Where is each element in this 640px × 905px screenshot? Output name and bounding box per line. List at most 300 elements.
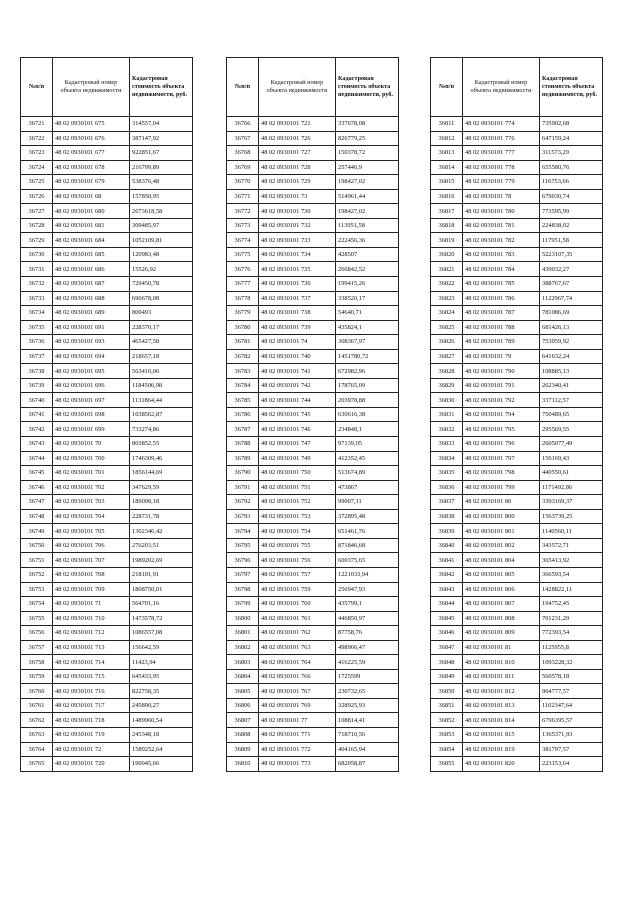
cadastral-cost: 645433,95	[130, 669, 193, 684]
cadastral-number: 48 02 0930101 739	[259, 320, 336, 335]
cadastral-cost: 1856144,69	[130, 466, 193, 481]
row-number: 36849	[431, 669, 463, 684]
cadastral-number: 48 02 0930101 78	[463, 189, 540, 204]
table-row	[227, 437, 399, 452]
row-number: 36764	[21, 742, 53, 757]
cadastral-cost: 1473578,72	[130, 611, 193, 626]
cadastral-cost: 564701,16	[130, 597, 193, 612]
row-number: 36734	[21, 306, 53, 321]
table-row	[21, 320, 193, 335]
row-number: 36736	[21, 335, 53, 350]
row-number: 36821	[431, 262, 463, 277]
table-row	[227, 422, 399, 437]
cadastral-cost: 156642,59	[130, 640, 193, 655]
row-number: 36853	[431, 727, 463, 742]
cadastral-cost: 439032,27	[540, 262, 603, 277]
cadastral-number: 48 02 0930101 71	[53, 597, 130, 612]
table-row	[431, 160, 603, 175]
cadastral-number: 48 02 0930101 819	[463, 742, 540, 757]
cadastral-number: 48 02 0930101 769	[259, 698, 336, 713]
table-row	[21, 524, 193, 539]
row-number: 36790	[227, 466, 259, 481]
cadastral-number: 48 02 0930101 784	[463, 262, 540, 277]
cadastral-cost: 1102347,64	[540, 698, 603, 713]
table-row	[227, 306, 399, 321]
row-number: 36836	[431, 480, 463, 495]
cadastral-cost: 87758,76	[336, 626, 399, 641]
cadastral-number: 48 02 0930101 709	[53, 582, 130, 597]
row-number: 36784	[227, 378, 259, 393]
table-row	[21, 509, 193, 524]
cadastral-number: 48 02 0930101 788	[463, 320, 540, 335]
row-number: 36739	[21, 378, 53, 393]
header-cadastral-number: Кадастровый номер объекта недвижимости	[463, 58, 540, 117]
row-number: 36735	[21, 320, 53, 335]
cadastral-number: 48 02 0930101 798	[463, 466, 540, 481]
row-number: 36796	[227, 553, 259, 568]
table-row	[21, 204, 193, 219]
table-row	[21, 553, 193, 568]
row-number: 36808	[227, 727, 259, 742]
cadastral-cost: 381797,57	[540, 742, 603, 757]
cadastral-table-1	[20, 57, 193, 772]
row-number: 36811	[431, 117, 463, 132]
cadastral-number: 48 02 0930101 695	[53, 364, 130, 379]
row-number: 36783	[227, 364, 259, 379]
row-number: 36841	[431, 553, 463, 568]
cadastral-cost: 800493	[130, 306, 193, 321]
row-number: 36825	[431, 320, 463, 335]
row-number: 36755	[21, 611, 53, 626]
cadastral-number: 48 02 0930101 698	[53, 407, 130, 422]
cadastral-number: 48 02 0930101 790	[463, 364, 540, 379]
cadastral-cost: 696678,08	[130, 291, 193, 306]
table-row	[227, 597, 399, 612]
cadastral-cost: 2673618,58	[130, 204, 193, 219]
cadastral-number: 48 02 0930101 750	[259, 466, 336, 481]
row-number: 36844	[431, 597, 463, 612]
table-row	[21, 466, 193, 481]
cadastral-number: 48 02 0930101 691	[53, 320, 130, 335]
row-number: 36806	[227, 698, 259, 713]
row-number: 36791	[227, 480, 259, 495]
cadastral-cost: 672982,96	[336, 364, 399, 379]
cadastral-cost: 6796395,57	[540, 713, 603, 728]
table-row	[431, 611, 603, 626]
cadastral-number: 48 02 0930101 766	[259, 669, 336, 684]
row-number: 36824	[431, 306, 463, 321]
cadastral-cost: 1038562,87	[130, 407, 193, 422]
table-row	[431, 349, 603, 364]
cadastral-number: 48 02 0930101 787	[463, 306, 540, 321]
table-row	[21, 262, 193, 277]
cadastral-cost: 276203,51	[130, 538, 193, 553]
cadastral-number: 48 02 0930101 697	[53, 393, 130, 408]
row-number: 36751	[21, 553, 53, 568]
header-number: №п/п	[431, 58, 463, 117]
table-row	[431, 422, 603, 437]
cadastral-number: 48 02 0930101 738	[259, 306, 336, 321]
table-row	[431, 320, 603, 335]
cadastral-number: 48 02 0930101 684	[53, 233, 130, 248]
cadastral-cost: 117951,58	[540, 233, 603, 248]
cadastral-cost: 1122967,74	[540, 291, 603, 306]
cadastral-cost: 372895,48	[336, 509, 399, 524]
cadastral-number: 48 02 0930101 703	[53, 495, 130, 510]
cadastral-cost: 337112,57	[540, 393, 603, 408]
row-number: 36752	[21, 567, 53, 582]
cadastral-number: 48 02 0930101 794	[463, 407, 540, 422]
table-row	[431, 378, 603, 393]
row-number: 36835	[431, 466, 463, 481]
cadastral-number: 48 02 0930101 760	[259, 597, 336, 612]
cadastral-number: 48 02 0930101 696	[53, 378, 130, 393]
cadastral-number: 48 02 0930101 771	[259, 727, 336, 742]
cadastral-cost: 718710,56	[336, 727, 399, 742]
cadastral-cost: 1221033,94	[336, 567, 399, 582]
cadastral-number: 48 02 0930101 715	[53, 669, 130, 684]
cadastral-number: 48 02 0930101 746	[259, 422, 336, 437]
table-row	[227, 742, 399, 757]
table-row	[21, 757, 193, 772]
row-number: 36743	[21, 437, 53, 452]
cadastral-cost: 295569,55	[540, 422, 603, 437]
row-number: 36838	[431, 509, 463, 524]
table-row	[431, 131, 603, 146]
table-row	[431, 626, 603, 641]
table-row	[431, 567, 603, 582]
table-row	[431, 495, 603, 510]
cadastral-cost: 641632,24	[540, 349, 603, 364]
table-row	[21, 437, 193, 452]
row-number: 36726	[21, 189, 53, 204]
table-body	[227, 117, 399, 772]
table-row	[21, 684, 193, 699]
table-row	[21, 160, 193, 175]
cadastral-cost: 328925,93	[336, 698, 399, 713]
cadastral-cost: 560578,18	[540, 669, 603, 684]
row-number: 36851	[431, 698, 463, 713]
table-row	[227, 407, 399, 422]
cadastral-cost: 113951,58	[336, 218, 399, 233]
table-row	[21, 393, 193, 408]
row-number: 36761	[21, 698, 53, 713]
table-row	[431, 291, 603, 306]
cadastral-number: 48 02 0930101 779	[463, 175, 540, 190]
cadastral-cost: 150378,72	[336, 146, 399, 161]
table-row	[21, 218, 193, 233]
row-number: 36842	[431, 567, 463, 582]
table-row	[21, 669, 193, 684]
row-number: 36823	[431, 291, 463, 306]
table-row	[21, 597, 193, 612]
row-number: 36753	[21, 582, 53, 597]
cadastral-cost: 733274,86	[130, 422, 193, 437]
cadastral-cost: 1184506,98	[130, 378, 193, 393]
cadastral-cost: 1451780,72	[336, 349, 399, 364]
cadastral-number: 48 02 0930101 797	[463, 451, 540, 466]
table-row	[431, 204, 603, 219]
cadastral-number: 48 02 0930101 705	[53, 524, 130, 539]
cadastral-cost: 54640,71	[336, 306, 399, 321]
cadastral-number: 48 02 0930101 806	[463, 582, 540, 597]
cadastral-cost: 473867	[336, 480, 399, 495]
table-row	[227, 451, 399, 466]
cadastral-number: 48 02 0930101 753	[259, 509, 336, 524]
cadastral-cost: 435799,1	[336, 597, 399, 612]
cadastral-cost: 116753,66	[540, 175, 603, 190]
row-number: 36830	[431, 393, 463, 408]
table-row	[431, 538, 603, 553]
cadastral-number: 48 02 0930101 712	[53, 626, 130, 641]
table-row	[431, 146, 603, 161]
cadastral-cost: 108814,41	[336, 713, 399, 728]
row-number: 36818	[431, 218, 463, 233]
table-row	[21, 727, 193, 742]
row-number: 36774	[227, 233, 259, 248]
row-number: 36754	[21, 597, 53, 612]
row-number: 36801	[227, 626, 259, 641]
table-row	[21, 175, 193, 190]
table-row	[21, 640, 193, 655]
cadastral-number: 48 02 0930101 718	[53, 713, 130, 728]
cadastral-number: 48 02 0930101 728	[259, 160, 336, 175]
row-number: 36762	[21, 713, 53, 728]
table-body	[431, 117, 603, 772]
row-number: 36788	[227, 437, 259, 452]
cadastral-number: 48 02 0930101 782	[463, 233, 540, 248]
cadastral-number: 48 02 0930101 752	[259, 495, 336, 510]
row-number: 36852	[431, 713, 463, 728]
table-row	[431, 364, 603, 379]
cadastral-number: 48 02 0930101 774	[463, 117, 540, 132]
cadastral-cost: 234848,1	[336, 422, 399, 437]
cadastral-cost: 1302346,42	[130, 524, 193, 539]
cadastral-cost: 538376,48	[130, 175, 193, 190]
cadastral-number: 48 02 0930101 686	[53, 262, 130, 277]
cadastral-cost: 309485,97	[130, 218, 193, 233]
row-number: 36807	[227, 713, 259, 728]
cadastral-cost: 311573,29	[540, 146, 603, 161]
cadastral-number: 48 02 0930101 786	[463, 291, 540, 306]
cadastral-number: 48 02 0930101 767	[259, 684, 336, 699]
row-number: 36728	[21, 218, 53, 233]
cadastral-number: 48 02 0930101 799	[463, 480, 540, 495]
cadastral-cost: 822758,35	[130, 684, 193, 699]
table-row	[227, 582, 399, 597]
cadastral-cost: 498966,47	[336, 640, 399, 655]
table-row	[227, 713, 399, 728]
cadastral-number: 48 02 0930101 807	[463, 597, 540, 612]
header-cadastral-cost: Кадастровая стоимость объекта недвижимости, руб.	[540, 58, 603, 117]
cadastral-cost: 964777,57	[540, 684, 603, 699]
row-number: 36777	[227, 277, 259, 292]
cadastral-cost: 218657,18	[130, 349, 193, 364]
cadastral-number: 48 02 0930101 685	[53, 247, 130, 262]
cadastral-cost: 681426,13	[540, 320, 603, 335]
cadastral-cost: 1140560,11	[540, 524, 603, 539]
row-number: 36787	[227, 422, 259, 437]
row-number: 36840	[431, 538, 463, 553]
table-row	[431, 175, 603, 190]
row-number: 36822	[431, 277, 463, 292]
cadastral-cost: 753059,92	[540, 335, 603, 350]
row-number: 36819	[431, 233, 463, 248]
cadastral-cost: 245890,27	[130, 698, 193, 713]
row-number: 36815	[431, 175, 463, 190]
cadastral-number: 48 02 0930101 721	[259, 117, 336, 132]
cadastral-cost: 1052109,81	[130, 233, 193, 248]
row-number: 36802	[227, 640, 259, 655]
row-number: 36732	[21, 277, 53, 292]
cadastral-number: 48 02 0930101 812	[463, 684, 540, 699]
cadastral-number: 48 02 0930101 815	[463, 727, 540, 742]
cadastral-cost: 228370,17	[130, 320, 193, 335]
row-number: 36771	[227, 189, 259, 204]
cadastral-cost: 446850,97	[336, 611, 399, 626]
cadastral-table-2	[226, 57, 399, 772]
cadastral-cost: 1131864,44	[130, 393, 193, 408]
table-row	[431, 393, 603, 408]
header-cadastral-number: Кадастровый номер объекта недвижимости	[259, 58, 336, 117]
table-row	[227, 727, 399, 742]
table-row	[431, 640, 603, 655]
cadastral-number: 48 02 0930101 791	[463, 378, 540, 393]
row-number: 36826	[431, 335, 463, 350]
table-row	[21, 582, 193, 597]
row-number: 36721	[21, 117, 53, 132]
table-row	[431, 277, 603, 292]
row-number: 36792	[227, 495, 259, 510]
cadastral-cost: 647159,24	[540, 131, 603, 146]
row-number: 36854	[431, 742, 463, 757]
row-number: 36737	[21, 349, 53, 364]
cadastral-number: 48 02 0930101 742	[259, 378, 336, 393]
table-row	[227, 335, 399, 350]
row-number: 36820	[431, 247, 463, 262]
cadastral-number: 48 02 0930101 773	[259, 757, 336, 772]
row-number: 36793	[227, 509, 259, 524]
table-row	[431, 437, 603, 452]
table-row	[227, 349, 399, 364]
table-row	[227, 204, 399, 219]
table-row	[431, 742, 603, 757]
cadastral-cost: 156169,43	[540, 451, 603, 466]
table-row	[227, 640, 399, 655]
cadastral-number: 48 02 0930101 675	[53, 117, 130, 132]
cadastral-number: 48 02 0930101 792	[463, 393, 540, 408]
table-row	[227, 480, 399, 495]
cadastral-cost: 513674,89	[336, 466, 399, 481]
cadastral-number: 48 02 0930101 755	[259, 538, 336, 553]
table-row	[227, 378, 399, 393]
row-number: 36727	[21, 204, 53, 219]
cadastral-number: 48 02 0930101 687	[53, 277, 130, 292]
table-row	[21, 117, 193, 132]
cadastral-number: 48 02 0930101 757	[259, 567, 336, 582]
table-row	[227, 160, 399, 175]
row-number: 36744	[21, 451, 53, 466]
row-number: 36798	[227, 582, 259, 597]
table-row	[431, 117, 603, 132]
cadastral-cost: 655580,76	[540, 160, 603, 175]
cadastral-cost: 1589252,64	[130, 742, 193, 757]
cadastral-number: 48 02 0930101 745	[259, 407, 336, 422]
header-cadastral-number: Кадастровый номер объекта недвижимости	[53, 58, 130, 117]
table-row	[21, 422, 193, 437]
row-number: 36746	[21, 480, 53, 495]
cadastral-cost: 1563739,25	[540, 509, 603, 524]
table-row	[227, 626, 399, 641]
cadastral-number: 48 02 0930101 762	[259, 626, 336, 641]
table-row	[431, 597, 603, 612]
row-number: 36725	[21, 175, 53, 190]
cadastral-number: 48 02 0930101 778	[463, 160, 540, 175]
cadastral-number: 48 02 0930101 729	[259, 175, 336, 190]
table-row	[227, 538, 399, 553]
table-row	[227, 247, 399, 262]
table-row	[227, 655, 399, 670]
cadastral-number: 48 02 0930101 700	[53, 451, 130, 466]
row-number: 36795	[227, 538, 259, 553]
cadastral-number: 48 02 0930101 776	[463, 131, 540, 146]
cadastral-number: 48 02 0930101 74	[259, 335, 336, 350]
row-number: 36847	[431, 640, 463, 655]
table-row	[21, 742, 193, 757]
cadastral-cost: 15526,92	[130, 262, 193, 277]
cadastral-cost: 1489960,54	[130, 713, 193, 728]
cadastral-number: 48 02 0930101 813	[463, 698, 540, 713]
cadastral-number: 48 02 0930101 694	[53, 349, 130, 364]
cadastral-cost: 701231,29	[540, 611, 603, 626]
cadastral-number: 48 02 0930101 68	[53, 189, 130, 204]
cadastral-number: 48 02 0930101 763	[259, 640, 336, 655]
row-number: 36722	[21, 131, 53, 146]
cadastral-cost: 679030,74	[540, 189, 603, 204]
cadastral-cost: 266842,52	[336, 262, 399, 277]
cadastral-number: 48 02 0930101 678	[53, 160, 130, 175]
row-number: 36749	[21, 524, 53, 539]
cadastral-number: 48 02 0930101 756	[259, 553, 336, 568]
cadastral-number: 48 02 0930101 77	[259, 713, 336, 728]
cadastral-number: 48 02 0930101 701	[53, 466, 130, 481]
cadastral-number: 48 02 0930101 70	[53, 437, 130, 452]
row-number: 36781	[227, 335, 259, 350]
row-number: 36756	[21, 626, 53, 641]
table-row	[431, 262, 603, 277]
table-row	[431, 189, 603, 204]
cadastral-number: 48 02 0930101 699	[53, 422, 130, 437]
row-number: 36812	[431, 131, 463, 146]
cadastral-cost: 1989202,69	[130, 553, 193, 568]
cadastral-cost: 563410,06	[130, 364, 193, 379]
table-row	[21, 480, 193, 495]
cadastral-number: 48 02 0930101 676	[53, 131, 130, 146]
cadastral-number: 48 02 0930101 751	[259, 480, 336, 495]
row-number: 36772	[227, 204, 259, 219]
cadastral-cost: 203978,88	[336, 393, 399, 408]
cadastral-number: 48 02 0930101 719	[53, 727, 130, 742]
cadastral-cost: 1428822,11	[540, 582, 603, 597]
cadastral-number: 48 02 0930101 777	[463, 146, 540, 161]
cadastral-number: 48 02 0930101 785	[463, 277, 540, 292]
table-row	[227, 320, 399, 335]
row-number: 36748	[21, 509, 53, 524]
row-number: 36814	[431, 160, 463, 175]
cadastral-cost: 1125955,8	[540, 640, 603, 655]
cadastral-cost: 1746309,46	[130, 451, 193, 466]
cadastral-number: 48 02 0930101 706	[53, 538, 130, 553]
